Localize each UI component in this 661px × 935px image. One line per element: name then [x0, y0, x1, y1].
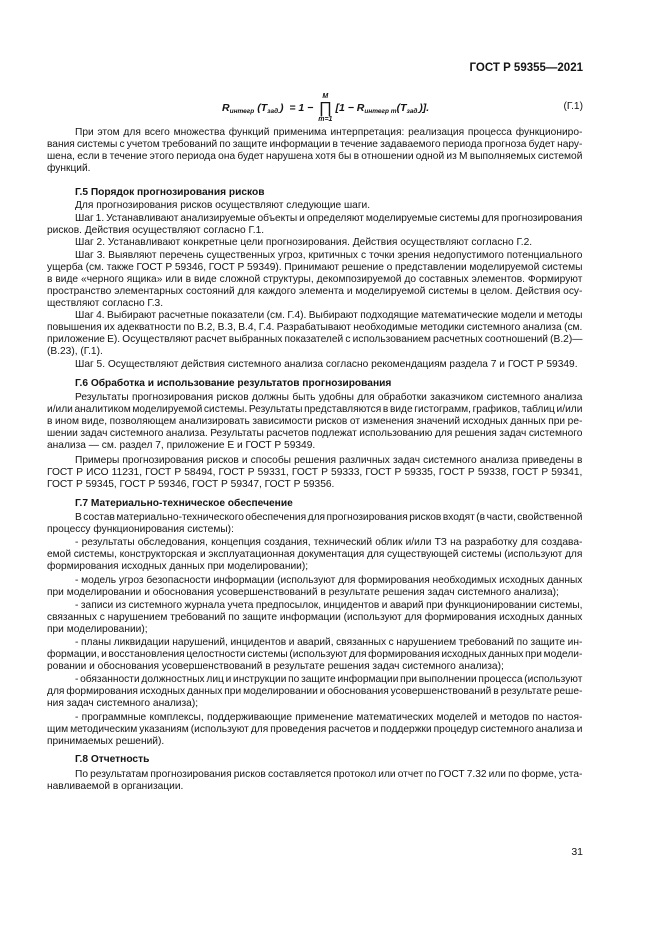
text-line: В состав материально-технического обеспечения для прогнозирования рисков входят (в части, свойственной — [75, 512, 583, 523]
text-line: процессу функционирования системы): — [47, 524, 234, 535]
formula-rhs: [1 − R — [335, 102, 365, 114]
paragraph-step-2 — [47, 237, 583, 249]
text-line: связанных с нарушением требований по защите информации (используют для формирования исходных данных — [47, 611, 583, 623]
section-heading-g6: Г.6 Обработка и использование результатов прогнозирования — [75, 378, 392, 389]
formula-number: (Г.1) — [563, 101, 583, 112]
paragraph-step-1 — [47, 213, 583, 237]
section-g5 — [47, 187, 583, 371]
list-item — [47, 637, 583, 673]
formula-subscript: интегр m — [364, 108, 397, 115]
paragraph — [47, 769, 583, 793]
text-line: принимаемых решений). — [47, 735, 165, 747]
text-line: Шаг 1. Устанавливают анализируемые объекты и определяют моделируемые системы для прогнозирования — [75, 212, 583, 224]
formula-bracket: ) — [279, 102, 284, 114]
section-heading-g7: Г.7 Материально-техническое обеспечение — [75, 498, 293, 509]
text-line: анализа — см. раздел 7, приложение Е и ГОСТ Р 59349. — [47, 439, 316, 451]
text-line: рисков. Действия осуществляют согласно Г.1. — [47, 224, 265, 236]
formula-argument: (T — [396, 102, 407, 114]
text-line: пространство элементарных состояний для каждого элемента и моделируемой системы в целом. Действия осу- — [47, 285, 583, 297]
text-line: в виде «черного ящика» или в виде сложной структуры, декомпозируемой до составных элементов. Формируют — [47, 273, 583, 285]
section-heading-g5: Г.5 Порядок прогнозирования рисков — [75, 187, 265, 198]
section-g6 — [47, 378, 583, 491]
formula-symbol: R — [222, 102, 230, 114]
text-line: шении задач системного анализа. Результаты расчетов подлежат использованию для решения задач системного — [47, 427, 583, 439]
paragraph — [47, 127, 583, 175]
text-line: приложение Е). Осуществляют расчет выбранных показателей с использованием расчетных соотношений (В.2)— — [47, 334, 583, 345]
text-line: вания системы с учетом требований по защите информации в течение задаваемого периода прогноза будет нару- — [47, 139, 583, 150]
section-g8 — [47, 754, 583, 793]
section-g7 — [47, 498, 583, 748]
document-code-header: ГОСТ Р 59355—2021 — [469, 62, 583, 74]
text-line: Шаг 5. Осуществляют действия системного анализа согласно рекомендациям раздела 7 и ГОСТ Р 59349. — [75, 358, 578, 370]
formula-bracket: )]. — [419, 102, 430, 114]
formula-operator: = 1 − — [289, 102, 314, 114]
text-line: Шаг 4. Выбирают расчетные показатели (см. Г.4). Выбирают подходящие математические модели и методы — [75, 310, 583, 321]
text-line: - модель угроз безопасности информации (используют для формирования необходимых исходных данных — [75, 574, 583, 586]
text-line: щим методическим указаниям (используют для проведения расчетов и поддержки процедур системного анализа и — [47, 723, 583, 735]
text-line: Результаты прогнозирования рисков должны быть удобны для обработки заказчиком системного анализа — [75, 391, 583, 403]
text-line: - обязанности должностных лиц и инструкции по защите информации при выполнении процесса (используют — [75, 674, 583, 686]
page-number: 31 — [571, 846, 583, 858]
intro-section — [47, 127, 583, 175]
list-item — [47, 674, 583, 710]
text-line: При этом для всего множества функций применима интерпретация: реализация процесса функциониро- — [75, 127, 583, 138]
paragraph — [47, 392, 583, 452]
list-item — [47, 537, 583, 573]
section-heading-g8: Г.8 Отчетность — [75, 754, 150, 765]
formula-g1 — [222, 88, 429, 128]
text-line: Шаг 2. Устанавливают конкретные цели прогнозирования. Действия осуществляют согласно Г.2. — [75, 237, 533, 248]
formula-subscript: зад. — [267, 108, 280, 115]
list-item — [47, 600, 583, 636]
text-line: формирования исходных данных при моделировании); — [47, 561, 309, 573]
formula-subscript: интегр — [229, 108, 255, 115]
text-line: ГОСТ Р 59345, ГОСТ Р 59346, ГОСТ Р 59347, ГОСТ Р 59356. — [47, 478, 335, 490]
text-line: шена, если в течение этого периода она будет нарушена хотя бы в отношении одной из M выполняемых системой — [47, 151, 583, 162]
text-line: ровании и обоснования усовершенствований в результате решения задач системного анализа); — [47, 661, 504, 673]
text-line: для формирования исходных данных при моделировании и обоснования усовершенствований в результате реше- — [47, 686, 583, 698]
text-line: при моделировании); — [47, 623, 148, 635]
list-item — [47, 712, 583, 748]
paragraph — [47, 455, 583, 491]
list-item — [47, 575, 583, 599]
formula-product — [318, 93, 332, 124]
text-line: ГОСТ Р ИСО 11231, ГОСТ Р 58494, ГОСТ Р 59331, ГОСТ Р 59333, ГОСТ Р 59335, ГОСТ Р 59338, ГОСТ Р 59341, — [47, 466, 583, 478]
text-line: при моделировании и обоснования усовершенствований в результате решения задач системного анализа); — [47, 586, 559, 598]
text-line: По результатам прогнозирования рисков составляется протокол или отчет по ГОСТ 7.32 или по форме, уста- — [75, 769, 583, 780]
text-line: ущерба (см. также ГОСТ Р 59346, ГОСТ Р 59349). Принимают решение о представлении моделируемой системы — [47, 261, 583, 273]
formula-argument: (T — [257, 102, 268, 114]
text-line: ния задач системного анализа); — [47, 698, 199, 710]
text-line: Шаг 3. Выявляют перечень существенных угроз, критичных с точки зрения недопустимого потенциального — [75, 249, 583, 261]
text-line: навливаемой в организации. — [47, 781, 184, 792]
text-line: - результаты обследования, концепция создания, технический облик и/или ТЗ на разработку для создава- — [75, 537, 583, 549]
text-line: (В.23), (Г.1). — [47, 346, 103, 357]
product-sign: ∏ — [318, 99, 332, 117]
text-line: функций. — [47, 163, 91, 174]
text-line: - программные комплексы, поддерживающие применение математических моделей и методов по настоя- — [75, 711, 583, 723]
text-line: - записи из системного журнала учета предпосылок, инцидентов и аварий при функционировании системы, — [75, 599, 583, 611]
text-line: повышения их адекватности по В.2, В.3, В.4, Г.4. Разрабатывают необходимые методики системного анализа (см. — [47, 322, 583, 333]
text-line: - планы ликвидации нарушений, инцидентов и аварий, связанных с нарушением требований по защите ин- — [75, 637, 583, 649]
paragraph-step-3 — [47, 250, 583, 310]
formula-subscript: зад. — [406, 108, 420, 115]
paragraph-step-4 — [47, 310, 583, 358]
text-line: ществляют согласно Г.3. — [47, 297, 164, 309]
text-line: Примеры прогнозирования рисков и способы решения различных задач системного анализа приведены в — [75, 454, 583, 466]
text-line: Для прогнозирования рисков осуществляют следующие шаги. — [75, 200, 371, 211]
paragraph-step-5 — [47, 359, 583, 371]
paragraph — [47, 512, 583, 536]
text-line: в ином виде, позволяющем анализировать зависимости рисков от изменения значений исходных данных при ре- — [47, 415, 583, 427]
product-upper-limit: M — [322, 92, 329, 100]
product-lower-limit: m=1 — [318, 115, 333, 123]
text-line: емой системы, конструкторская и эксплуатационная документация для существующей системы (используют для — [47, 549, 583, 561]
text-line: формации, и восстановления целостности системы (используют для формирования исходных данных при модели- — [47, 649, 583, 661]
text-line: и/или аналитиком моделируемой системы. Результаты представляются в виде гистограмм, графиков, таблиц и/или — [47, 403, 583, 415]
paragraph — [47, 200, 583, 212]
